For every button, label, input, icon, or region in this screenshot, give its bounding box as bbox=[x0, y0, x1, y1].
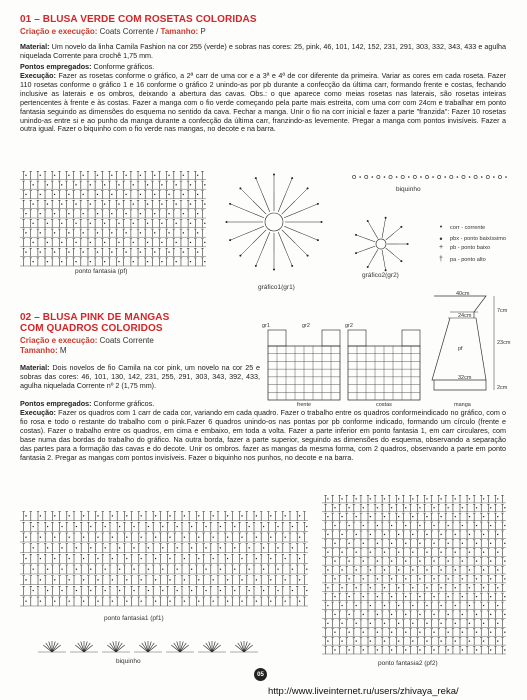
section2-execution bbox=[20, 409, 506, 462]
legend-item: • pbx - ponto baixíssimo bbox=[436, 234, 506, 244]
caption-pf1: ponto fantasia1 (pf1) bbox=[104, 615, 164, 622]
dot-icon: • bbox=[439, 224, 443, 231]
creation-label: Criação e execução: bbox=[20, 27, 98, 36]
exec-label: Execução: bbox=[20, 71, 56, 80]
sleeve-cuff-height: 2cm bbox=[497, 385, 508, 391]
caption-biquinho-2: biquinho bbox=[116, 658, 141, 665]
front-panel-schema bbox=[268, 330, 342, 402]
size-label: Tamanho: bbox=[160, 27, 199, 36]
size-value: P bbox=[200, 27, 206, 36]
sleeve-label: manga bbox=[454, 402, 471, 408]
page-number: 05 bbox=[254, 668, 267, 681]
exec-label: Execução: bbox=[20, 408, 56, 417]
section1-credits: Criação e execução: Coats Corrente / Tamanho: P bbox=[20, 27, 206, 36]
exec-text: Fazer as rosetas conforme o gráfico, a 2ª carr de uma cor e a 3ª e 4ª de cor diferente da primeira. Variar as cores em cada roseta. Fazer 110 rosetas conforme o gráfico 1 e 16 conforme o gráfico 2 unindo-as por pb durante a confecção da última carr, formando frente e costas, fechando inclusive as laterais e os ombros, deixando a abertura das cavas. Obs.: o que aparece como meias rosetas nas laterais, são rosetas inteiras pertencentes à frente e às costas. Fazer a manga com o fio verde começando pela parte mais estreita, com uma corr com 24cm e trabalhar em ponto fantasia seguindo as dimensões do esquema no sentido da cava. Fechar a manga. Unir o fio na corr inicial e fazer a parte "franzida": Fazer 10 rosetas unindo-as entre si e ao punho da manga durante a confecção da última carr, franzindo-as levemente. Pregar a manga com pontos invisíveis. Fazer a outra igual. Fazer o biquinho com o fio verde nas mangas, no decote e na barra. bbox=[20, 71, 506, 134]
section2-title-line1: 02 – BLUSA PINK DE MANGAS bbox=[20, 312, 170, 323]
legend-item: † pa - ponto alto bbox=[436, 256, 486, 263]
section1-material bbox=[20, 43, 506, 61]
section2-size bbox=[20, 346, 67, 355]
exec-text: Fazer os quadros com 1 carr de cada cor, variando em cada quadro. Fazer o trabalho entre os quadros conformeindicado no gráfico, com o fio rosa e todo o restante do trabalho com o pink.Fazer 6 quadros unindo-os nas pontas por pb conforme indicado, formando um círculo (frente e costas). Fazer o trabalho entre os quadros, em cima e embaixo, em toda a volta. Fazer a parte inferior em ponto fantasia 1, em carr circulares, com base numa das bordas do trabalho do gráfico. Na outra borda, fazer a parte superior, seguindo as dimensões do esquema, observando a separação das partes para a formação das cavas e do decote. Unir os ombros. fazer as mangas da mesma forma, com 2 quadros, observando a parte em ponto fantasia 2. Pregar as mangas com pontos invisíveis. Fazer o biquinho nos punhos, no decote e na barra. bbox=[20, 408, 506, 462]
caption-pf2: ponto fantasia2 (pf2) bbox=[378, 660, 438, 667]
creation-value: Coats Corrente bbox=[99, 27, 154, 36]
creation-label: Criação e execução: bbox=[20, 336, 98, 345]
material-text: Dois novelos de fio Camila na cor pink, um novelo na cor 25 e sobras das cores: 46, 101, 130, 142, 231, 255, 291, 303, 343, 392, 433, agulha niquelada Corrente nº 2 (1,75 mm). bbox=[20, 363, 260, 390]
sleeve-schema bbox=[428, 290, 511, 410]
biquinho-diagram bbox=[348, 170, 508, 184]
creation-value: Coats Corrente bbox=[99, 336, 154, 345]
label-gr2-front: gr2 bbox=[302, 323, 310, 329]
section1-title: 01 – BLUSA VERDE COM ROSETAS COLORIDAS bbox=[20, 14, 257, 25]
sleeve-mid-height: 23cm bbox=[497, 340, 511, 346]
caption-grafico2: gráfico2(gr2) bbox=[362, 272, 399, 279]
caption-biquinho: biquinho bbox=[396, 186, 421, 193]
caption-ponto-fantasia: ponto fantasia (pf) bbox=[75, 268, 128, 275]
label-gr2-back: gr2 bbox=[345, 323, 353, 329]
ponto-fantasia2-diagram bbox=[322, 494, 508, 656]
legend-item: + pb - ponto baixo bbox=[436, 244, 490, 251]
sleeve-top-height: 7cm bbox=[497, 308, 508, 314]
sleeve-center-label: pf bbox=[458, 346, 463, 352]
label-costas: costas bbox=[376, 402, 392, 408]
sleeve-top-width: 40cm bbox=[456, 291, 470, 297]
size-value: M bbox=[59, 346, 67, 355]
caption-grafico1: gráfico1(gr1) bbox=[258, 284, 295, 291]
points-value: Conforme gráficos. bbox=[93, 62, 155, 71]
material-text: Um novelo da linha Camila Fashion na cor 255 (verde) e sobras nas cores: 25, pink, 46, 101, 142, 152, 231, 291, 303, 332, 343, 433 e agulha niquelada Corrente para crochê 1,75 mm. bbox=[20, 42, 506, 60]
legend-item: • corr - corrente bbox=[436, 224, 485, 231]
material-label: Material: bbox=[20, 42, 50, 51]
biquinho-diagram-2 bbox=[38, 638, 264, 654]
ponto-fantasia-diagram bbox=[20, 170, 210, 280]
points-value: Conforme gráficos. bbox=[93, 399, 155, 408]
label-gr1: gr1 bbox=[262, 323, 270, 329]
plus-icon: + bbox=[438, 244, 444, 251]
back-panel-schema bbox=[348, 330, 422, 402]
section2-title-line2: COM QUADROS COLORIDOS bbox=[20, 323, 163, 334]
rosette-chart-2 bbox=[347, 208, 417, 270]
points-label: Pontos empregados: bbox=[20, 62, 92, 71]
tall-stitch-icon: † bbox=[439, 256, 443, 263]
ponto-fantasia1-diagram bbox=[20, 510, 310, 610]
section1-execution bbox=[20, 72, 506, 134]
source-url: http://www.liveinternet.ru/users/zhivaya_reka/ bbox=[268, 686, 459, 697]
size-label: Tamanho: bbox=[20, 346, 58, 355]
section2-credits bbox=[20, 336, 154, 345]
sleeve-bottom-width: 32cm bbox=[458, 375, 472, 381]
label-frente: frente bbox=[297, 402, 312, 408]
sleeve-upper-width: 24cm bbox=[458, 313, 472, 319]
section2-material bbox=[20, 364, 260, 391]
slip-stitch-icon: • bbox=[439, 234, 443, 244]
rosette-chart-1 bbox=[222, 170, 332, 280]
material-label: Material: bbox=[20, 363, 50, 372]
points-label: Pontos empregados: bbox=[20, 399, 92, 408]
